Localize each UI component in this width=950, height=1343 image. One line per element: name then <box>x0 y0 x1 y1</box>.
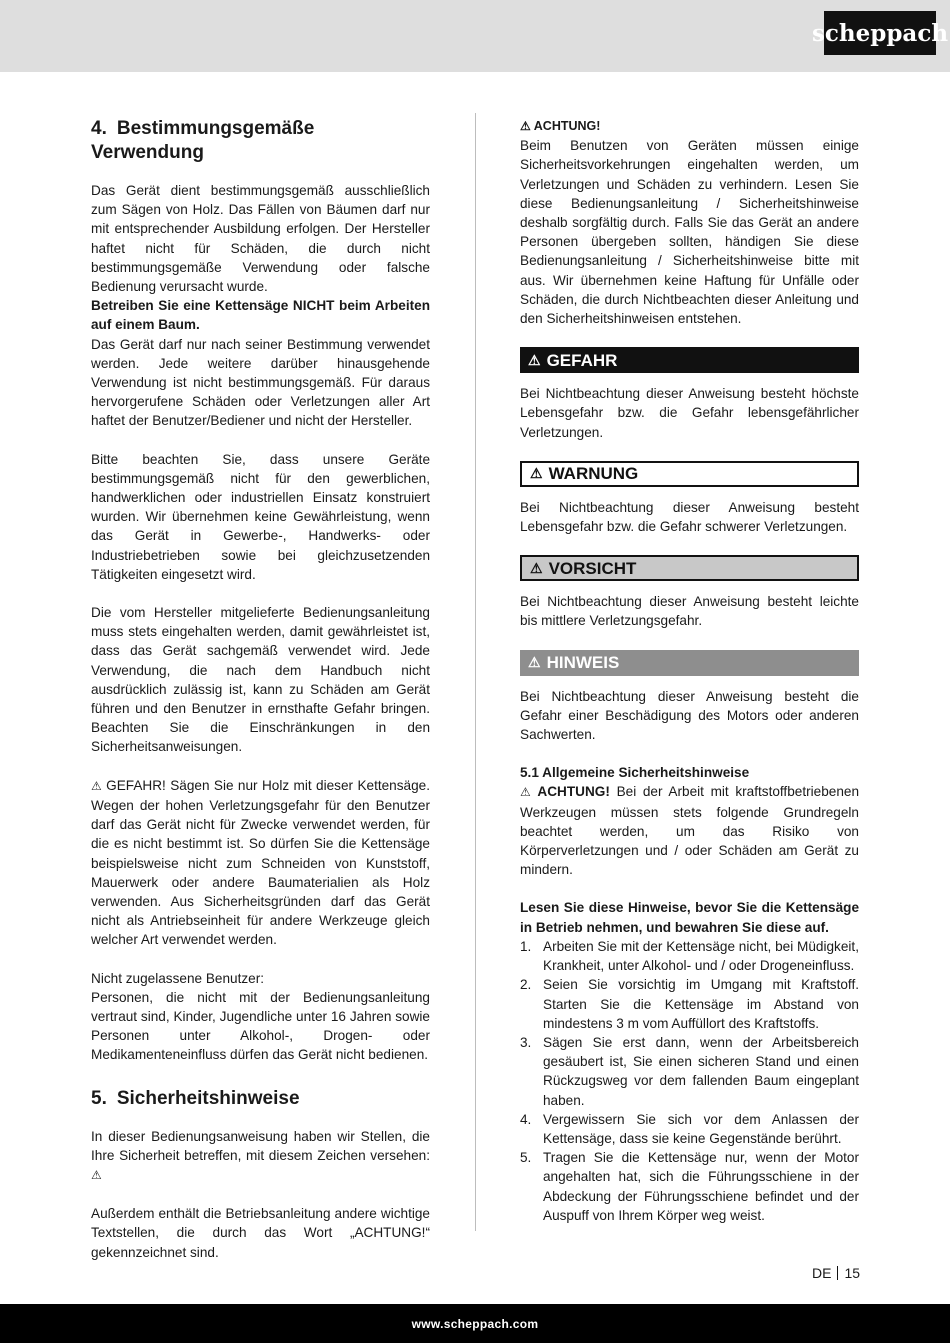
vorsicht-label: VORSICHT <box>548 558 637 578</box>
section-number: 5. <box>91 1087 107 1109</box>
list-number: 5. <box>520 1150 532 1166</box>
section-5-heading <box>91 1087 430 1111</box>
list-item <box>520 1110 859 1148</box>
column-divider <box>475 113 476 1231</box>
page-number-value: 15 <box>844 1265 861 1281</box>
danger-text: GEFAHR! Sägen Sie nur Holz mit dieser Kettensäge. Wegen der hohen Verletzungsgefahr für den Benutzer darf das Gerät nicht für Zwecke verwendet werden, für die es nicht bestimmt ist. So dürfen Sie die Kettensäge beispielsweise nicht zum Schneiden von Kunststoff, Mauerwerk oder andere Baumaterialien als Holz verwenden. Aus Sicherheitsgründen darf das Gerät nicht als Antriebseinheit für andere Werkzeuge gleich welcher Art verwendet werden. <box>91 777 430 948</box>
paragraph: Das Gerät dient bestimmungsgemäß ausschließlich zum Sägen von Holz. Das Fällen von Bäumen darf nur mit entsprechender Ausbildung erfolgen. Der Hersteller haftet nicht für Schäden, die durch nicht bestimmungsgemäße Verwendung oder falsche Bedienung verursacht wurde. <box>91 183 430 295</box>
footer-url: www.scheppach.com <box>411 1316 539 1331</box>
footer-bar <box>0 1304 950 1343</box>
warning-triangle-icon: ⚠ <box>530 465 543 482</box>
warnung-label: WARNUNG <box>548 464 639 484</box>
vorsicht-box <box>520 555 859 581</box>
page-number-separator <box>837 1266 838 1280</box>
safety-list <box>520 937 859 1225</box>
paragraph: Personen, die nicht mit der Bedienungsanleitung vertraut sind, Kinder, Jugendliche unter 16 Jahren sowie Personen unter Alkohol-, Drogen- oder Medikamenteneinfluss dürfen das Gerät nicht bedienen. <box>91 989 430 1063</box>
list-number: 2. <box>520 977 532 993</box>
paragraph: Bei Nichtbeachtung dieser Anweisung besteht Lebensgefahr bzw. die Gefahr schwerer Verletzungen. <box>520 499 859 535</box>
warning-triangle-icon: ⚠ <box>530 559 543 576</box>
warnung-box <box>520 461 859 487</box>
paragraph: Bitte beachten Sie, dass unsere Geräte bestimmungsgemäß nicht für den gewerblichen, handwerklichen oder industriellen Einsatz konstruiert wurden. Wir übernehmen keine Gewährleistung, wenn das Gerät in Gewerbe-, Handwerks- oder Industriebetrieben sowie bei gleichzusetzenden Tätigkeiten eingesetzt wird. <box>91 451 430 582</box>
bold-warning-paragraph: Betreiben Sie eine Kettensäge NICHT beim Arbeiten auf einem Baum. <box>91 298 430 333</box>
warning-triangle-icon: ⚠ <box>528 654 541 671</box>
paragraph-text: Bei der Arbeit mit kraftstoffbetriebenen Werkzeugen müssen stets folgende Grundregeln beachtet werden, um das Risiko von Körperverletzungen und / oder Schäden am Gerät zu mindern. <box>520 784 860 878</box>
list-item <box>520 937 859 975</box>
paragraph: Bei Nichtbeachtung dieser Anweisung besteht leichte bis mittlere Verletzungsgefahr. <box>520 594 859 629</box>
list-item <box>520 1148 859 1225</box>
list-item-text: Seien Sie vorsichtig im Umgang mit Kraftstoff. Starten Sie die Kettensäge im Abstand von mindestens 3 m vom Auffüllort des Kraftstoffs. <box>543 977 859 1031</box>
left-column <box>91 117 430 1262</box>
achtung-label: ACHTUNG! <box>533 119 601 133</box>
paragraph-text: In dieser Bedienungsanweisung haben wir Stellen, die Ihre Sicherheit betreffen, mit diesem Zeichen versehen: <box>91 1128 430 1163</box>
list-item <box>520 1033 859 1110</box>
subsection-5-1-title: 5.1 Allgemeine Sicherheitshinweise <box>520 765 750 781</box>
warning-triangle-icon: ⚠ <box>520 119 531 133</box>
list-item-text: Arbeiten Sie mit der Kettensäge nicht, bei Müdigkeit, Krankheit, unter Alkohol- und / oder Drogeneinfluss. <box>543 938 859 974</box>
warning-triangle-icon: ⚠ <box>528 351 541 368</box>
paragraph: Beim Benutzen von Geräten müssen einige Sicherheitsvorkehrungen eingehalten werden, um Verletzungen und Schäden zu verhindern. Lesen Sie diese Bedienungsanleitung / Sicherheitshinweise deshalb sorgfältig durch. Falls Sie das Gerät an andere Personen übergeben sollten, händigen Sie diese Bedienungsanleitung / Sicherheitshinweise bitte mit aus. Wir übernehmen keine Haftung für Unfälle oder Schäden, die durch Nichtbeachten dieser Anleitung und den Sicherheitshinweisen entstehen. <box>520 138 859 327</box>
scheppach-logo: scheppach <box>824 11 936 55</box>
gefahr-label: GEFAHR <box>546 350 618 370</box>
achtung-heading <box>520 117 859 136</box>
page-number <box>812 1265 860 1281</box>
paragraph: Das Gerät darf nur nach seiner Bestimmung verwendet werden. Jede weitere darüber hinausgehende Verwendung ist nicht bestimmungsgemäß. Für daraus hervorgerufene Schäden oder Verletzungen aller Art haftet der Benutzer/Bediener und nicht der Hersteller. <box>91 336 430 429</box>
list-item-text: Sägen Sie erst dann, wenn der Arbeitsbereich gesäubert ist, Sie einen sicheren Stand und einen Rückzugsweg vor dem fallenden Baum eingeplant haben. <box>543 1034 859 1108</box>
page-language: DE <box>812 1265 832 1281</box>
section-title: Sicherheitshinweise <box>116 1087 300 1109</box>
warning-triangle-icon: ⚠ <box>91 778 102 793</box>
hinweis-label: HINWEIS <box>546 653 620 673</box>
warning-triangle-icon: ⚠ <box>520 785 531 800</box>
paragraph: Bei Nichtbeachtung dieser Anweisung besteht höchste Lebensgefahr bzw. die Gefahr lebensgefährlicher Verletzungen. <box>520 386 859 440</box>
achtung-label: ACHTUNG! <box>537 784 610 800</box>
list-item-text: Vergewissern Sie sich vor dem Anlassen der Kettensäge, dass sie keine Gegenstände berührt. <box>543 1111 859 1146</box>
list-item <box>520 975 859 1033</box>
list-number: 1. <box>520 938 532 954</box>
warning-triangle-icon: ⚠ <box>91 1167 102 1182</box>
gefahr-box <box>520 347 859 373</box>
section-title: Bestimmungsgemäße Verwendung <box>91 118 315 163</box>
list-number: 3. <box>520 1034 532 1050</box>
section-number: 4. <box>91 118 107 139</box>
paragraph <box>91 1127 430 1186</box>
paragraph: Außerdem enthält die Betriebsanleitung andere wichtige Textstellen, die durch das Wort „ACHTUNG!“ gekennzeichnet sind. <box>91 1206 430 1260</box>
paragraph: Die vom Hersteller mitgelieferte Bedienungsanleitung muss stets eingehalten werden, damit gewährleistet ist, dass das Gerät sachgemäß verwendet wird. Jede Verwendung, die nach dem Handbuch nicht ausdrücklich zulässig ist, kann zu Schäden am Gerät führen und den Benutzer in ernsthafte Gefahr bringen. Beachten Sie die Einschränkungen in den Sicherheitsanweisungen. <box>91 605 430 755</box>
header-bar <box>0 0 950 72</box>
list-number: 4. <box>520 1111 532 1127</box>
hinweis-box <box>520 650 859 676</box>
section-4-heading <box>91 117 430 165</box>
paragraph-heading: Nicht zugelassene Benutzer: <box>91 970 265 986</box>
paragraph <box>520 782 859 879</box>
danger-paragraph <box>91 776 430 950</box>
paragraph: Bei Nichtbeachtung dieser Anweisung besteht die Gefahr einer Beschädigung des Motors oder anderen Sachwerten. <box>520 688 859 743</box>
right-column <box>520 117 859 1225</box>
bold-instruction: Lesen Sie diese Hinweise, bevor Sie die Kettensäge in Betrieb nehmen, und bewahren Sie diese auf. <box>520 900 859 935</box>
list-item-text: Tragen Sie die Kettensäge nur, wenn der Motor angehalten hat, sich die Führungsschiene in der Abdeckung der Führungsschiene befindet und der Auspuff von Ihrem Körper weg weist. <box>543 1150 859 1223</box>
